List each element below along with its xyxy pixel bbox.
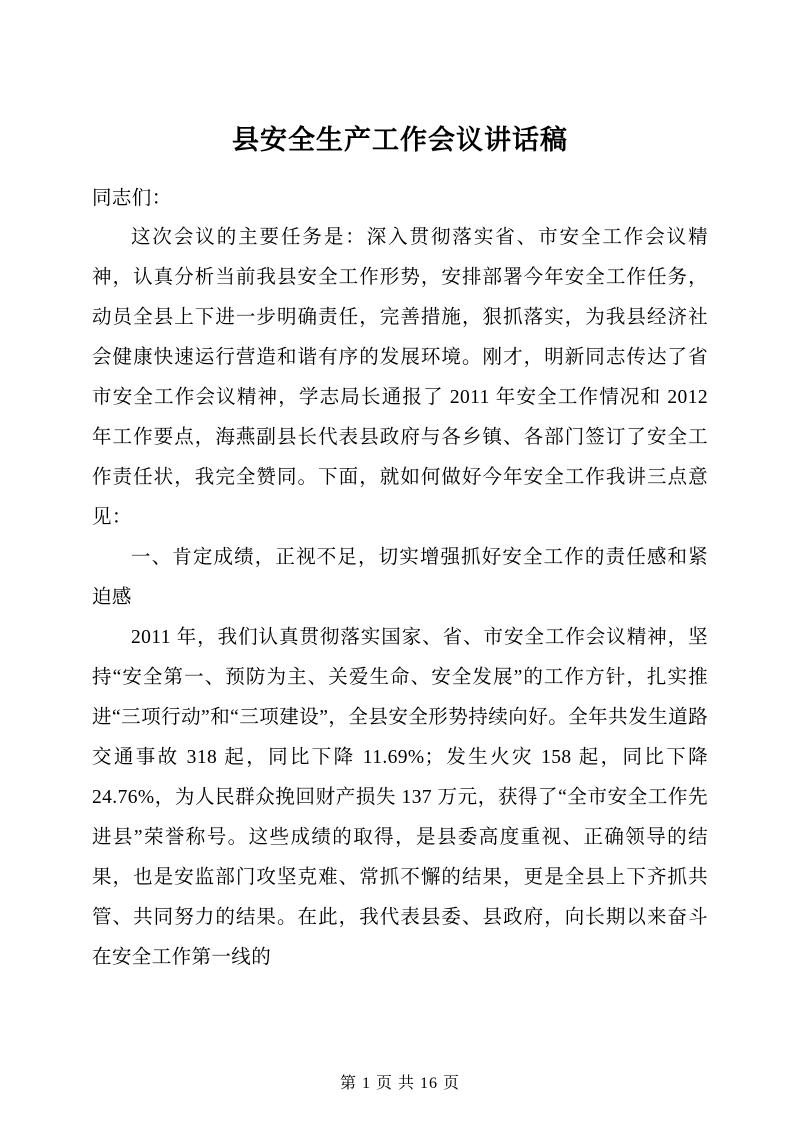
paragraph-salutation: 同志们：: [92, 187, 172, 209]
page-title: 县安全生产工作会议讲话稿: [232, 125, 568, 155]
paragraph-intro: 这次会议的主要任务是：深入贯彻落实省、市安全工作会议精神，认真分析当前我县安全工作形势，安排部署今年安全工作任务，动员全县上下进一步明确责任，完善措施，狠抓落实，为我县经济社会健康快速运行营造和谐有序的发展环境。刚才，明新同志传达了省市安全工作会议精神，学志局长通报了 2011 年安全工作情况和 2012 年工作要点，海燕副县长代表县政府与各乡镇、各部门签订了安全工作责任状，我完全赞同。下面，就如何做好今年安全工作我讲三点意见：: [92, 227, 708, 529]
paragraph-section-one-body: 2011 年，我们认真贯彻落实国家、省、市安全工作会议精神，坚持“安全第一、预防为主、关爱生命、安全发展”的工作方针，扎实推进“三项行动”和“三项建设”，全县安全形势持续向好。全年共发生道路交通事故 318 起，同比下降 11.69%；发生火灾 158 起，同比下降 24.76%，为人民群众挽回财产损失 137 万元，获得了“全市安全工作先进县”荣誉称号。这些成绩的取得，是县委高度重视、正确领导的结果，也是安监部门攻坚克难、常抓不懈的结果，更是全县上下齐抓共管、共同努力的结果。在此，我代表县委、县政府，向长期以来奋斗在安全工作第一线的: [92, 627, 708, 968]
page-footer: 第 1 页 共 16 页: [339, 1075, 460, 1092]
paragraph-section-one-heading: 一、肯定成绩，正视不足，切实增强抓好安全工作的责任感和紧迫感: [92, 547, 708, 609]
